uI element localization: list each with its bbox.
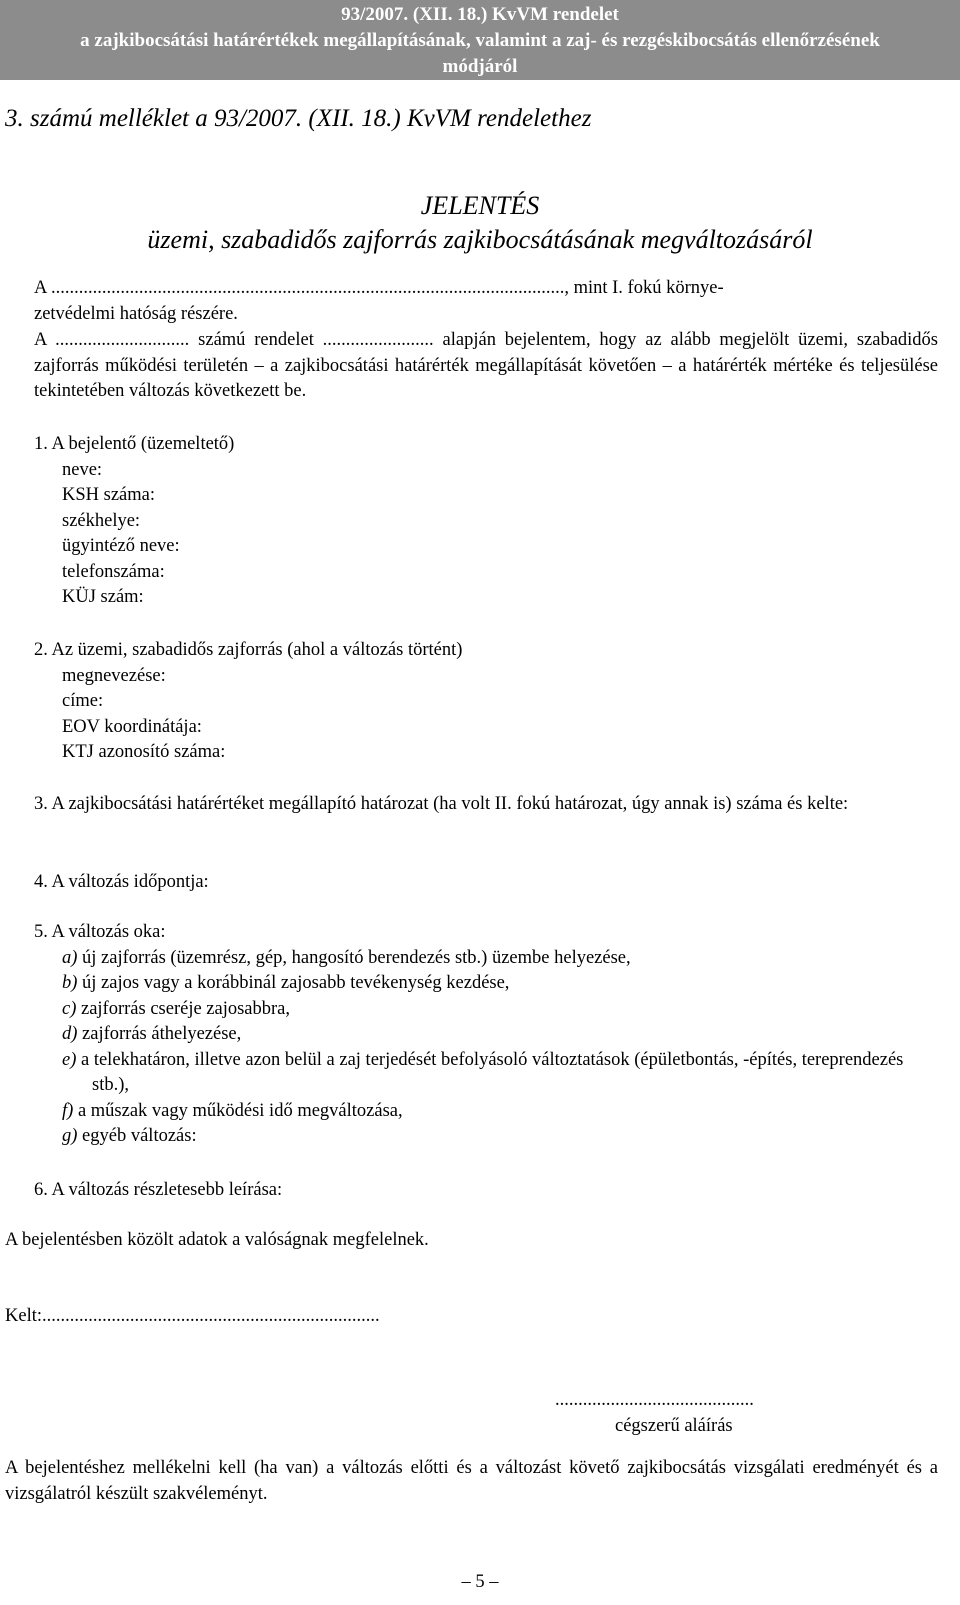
section3-text: 3. A zajkibocsátási határértéket megállapító határozat (ha volt II. fokú határozat, úgy annak is) száma és kelte: (34, 794, 849, 814)
reason-item (34, 971, 938, 997)
document-header (0, 0, 960, 80)
page-number: – 5 – (461, 1572, 499, 1592)
reason-letter: f) (62, 1100, 74, 1121)
reason-text: a műszak vagy működési idő megváltozása, (77, 1100, 403, 1121)
section2-field: KTJ azonosító száma: (62, 742, 226, 763)
section-reporter (34, 432, 938, 611)
reason-letter: g) (62, 1126, 78, 1147)
section2-field: EOV koordinátája: (62, 716, 202, 737)
reason-letter: d) (62, 1024, 78, 1045)
reason-text: egyéb változás: (82, 1126, 197, 1147)
section1-field: neve: (62, 459, 103, 480)
reason-letter: e) (62, 1049, 77, 1070)
section6-heading: 6. A változás részletesebb leírása: (34, 1180, 283, 1200)
reason-item (34, 997, 938, 1023)
intro-line-1: A ..............................................................................................................., mint I. fokú környe- (34, 278, 724, 298)
reason-text: új zajos vagy a korábbinál zajosabb tevékenység kezdése, (82, 973, 510, 994)
header-regulation-number: 93/2007. (XII. 18.) KvVM rendelet (341, 4, 619, 25)
reason-letter: b) (62, 973, 78, 994)
signature-line: ........................................... (555, 1390, 754, 1410)
reason-item (34, 1022, 938, 1048)
reason-letter: c) (62, 998, 77, 1019)
intro-address-line (34, 276, 938, 327)
section2-field: címe: (62, 691, 104, 712)
header-regulation-title: a zajkibocsátási határértékek megállapításának, valamint a zaj- és rezgéskibocsátás ellenőrzésének (80, 30, 880, 51)
section-noise-source (34, 638, 938, 766)
section1-heading: 1. A bejelentő (üzemeltető) (34, 434, 235, 454)
reason-text: a telekhatáron, illetve azon belül a zaj terjedését befolyásoló változtatások (épületbontás, -építés, tereprendezés stb.), (81, 1049, 904, 1096)
report-subtitle: üzemi, szabadidős zajforrás zajkibocsátásának megváltozásáról (147, 225, 813, 254)
section5-heading: 5. A változás oka: (34, 922, 166, 942)
report-title: JELENTÉS (420, 191, 540, 220)
reason-text: új zajforrás (üzemrész, gép, hangosító berendezés stb.) üzembe helyezése, (82, 947, 631, 968)
section1-field: ügyintéző neve: (62, 536, 180, 557)
closing-note: A bejelentéshez mellékelni kell (ha van) a változás előtti és a változást követő zajkibocsátás vizsgálati eredményét és a vizsgálatról készült szakvéleményt. (5, 1458, 938, 1504)
section1-field: telefonszáma: (62, 561, 165, 582)
reason-item (34, 1048, 938, 1099)
reason-item (34, 1124, 938, 1150)
intro-line-2: zetvédelmi hatóság részére. (34, 303, 238, 324)
reason-item (34, 946, 938, 972)
section2-field: megnevezése: (62, 665, 166, 686)
reason-item (34, 1099, 938, 1125)
intro-paragraph: A ............................. számú rendelet ........................ alapján bejelentem, hogy az alább megjelölt üzemi, szabadidős zajforrás működési területén – a zajkibocsátási határérték megállapítását követően – a határérték mértéke és teljesülése tekintetében változás következett be. (34, 330, 938, 402)
signature-label: cégszerű aláírás (615, 1416, 733, 1436)
annex-title: 3. számú melléklet a 93/2007. (XII. 18.) KvVM rendelethez (5, 105, 592, 132)
header-regulation-title-end: módjáról (442, 56, 518, 77)
section1-field: KSH száma: (62, 485, 155, 506)
reason-text: zajforrás áthelyezése, (82, 1024, 242, 1045)
reason-letter: a) (62, 947, 78, 968)
reason-text: zajforrás cseréje zajosabbra, (81, 998, 291, 1019)
section1-field: KÜJ szám: (62, 587, 144, 608)
section-change-reason (34, 920, 938, 1150)
date-line: Kelt:......................................................................... (5, 1306, 380, 1326)
section1-field: székhelye: (62, 510, 141, 531)
declaration: A bejelentésben közölt adatok a valóságnak megfelelnek. (5, 1230, 429, 1250)
section2-heading: 2. Az üzemi, szabadidős zajforrás (ahol a változás történt) (34, 640, 463, 660)
section4-heading: 4. A változás időpontja: (34, 872, 209, 892)
